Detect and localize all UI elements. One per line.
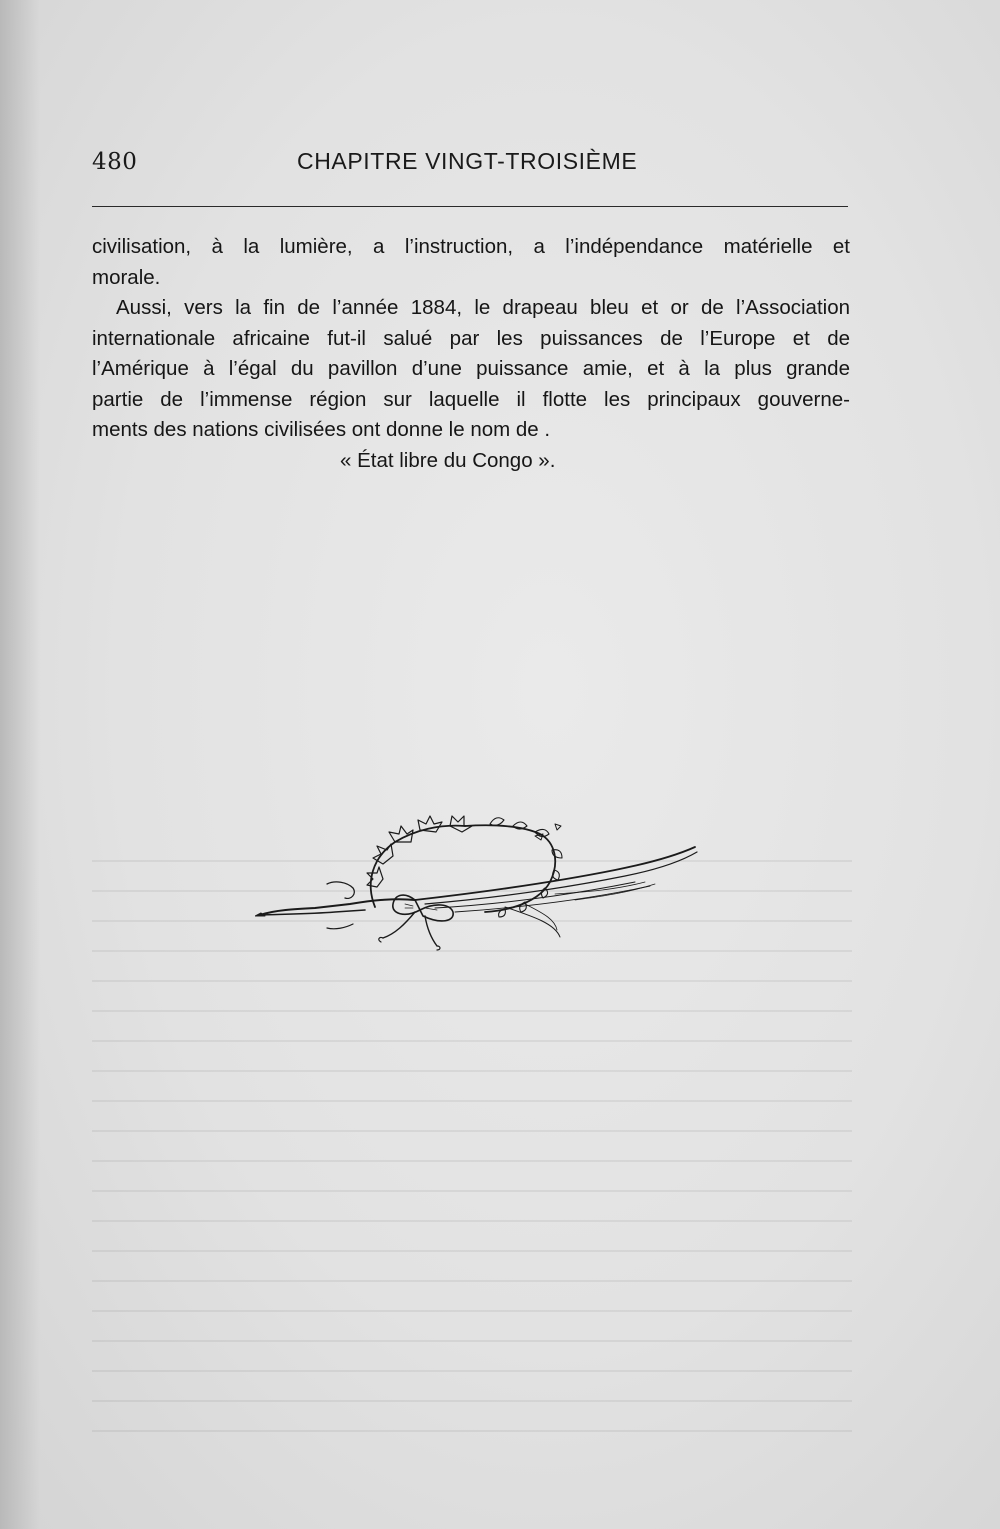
page-header [92, 145, 848, 179]
text-line: morale. [92, 265, 161, 289]
body-text [92, 232, 850, 476]
closing-line: « État libre du Congo ». [340, 448, 556, 472]
running-head: CHAPITRE VINGT-TROISIÈME [297, 148, 638, 174]
text-line: ments des nations civilisées ont donne le nom de . [92, 418, 551, 441]
header-rule [92, 206, 848, 207]
page-gutter-shadow [0, 0, 40, 1529]
text-line: Aussi, vers la fin de l’année 1884, le drapeau bleu et or de l’Association [116, 296, 850, 319]
text-line: civilisation, à la lumière, a l’instruction, a l’indépendance matérielle et [92, 235, 850, 258]
text-line: internationale africaine fut-il salué par les puissances de l’Europe et de [92, 326, 850, 350]
laurel-wreath-with-banner-icon [255, 812, 700, 957]
text-line: l’Amérique à l’égal du pavillon d’une puissance amie, et à la plus grande [92, 357, 850, 380]
text-line: partie de l’immense région sur laquelle il flotte les principaux gouverne- [92, 387, 850, 411]
page-number: 480 [92, 149, 138, 175]
